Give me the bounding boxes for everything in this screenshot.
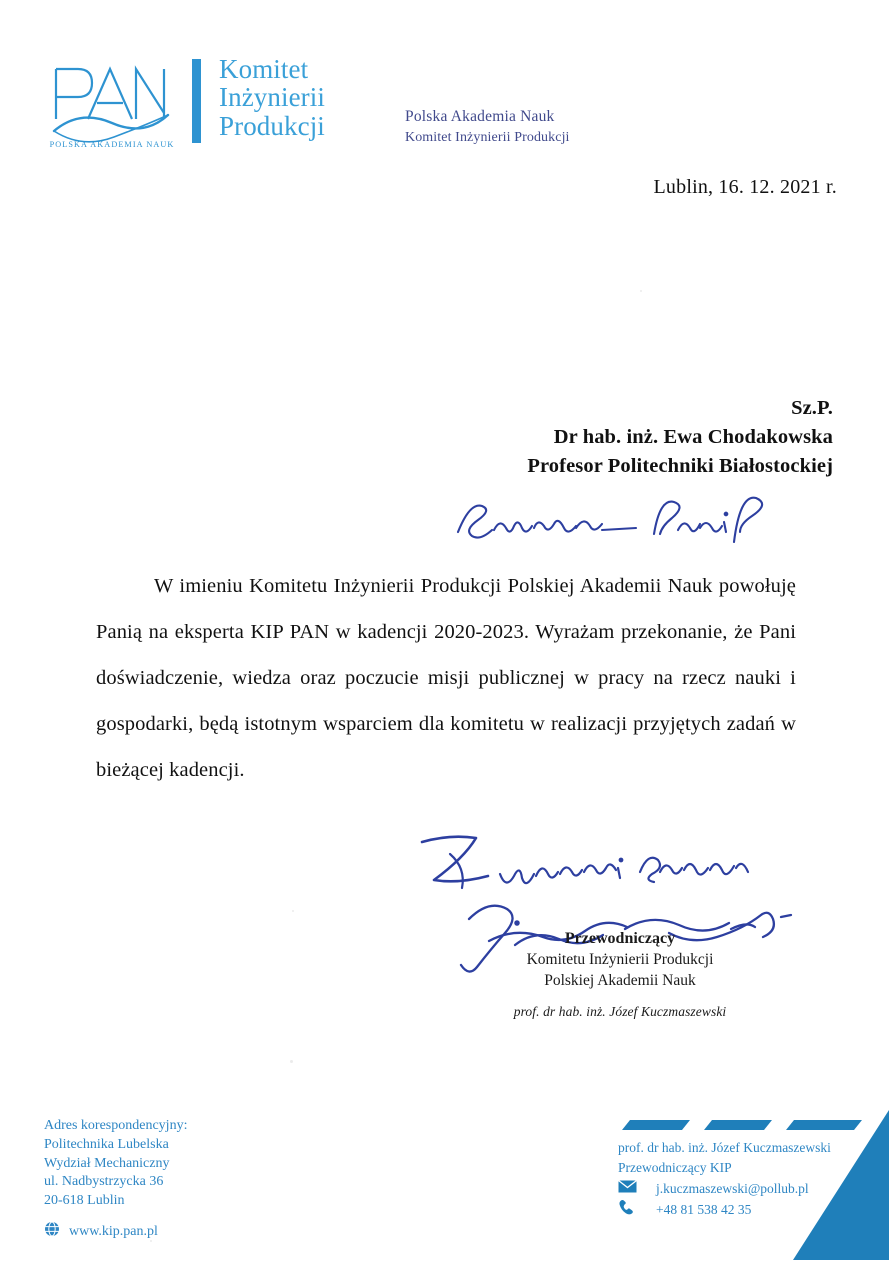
signatory-title: Przewodniczący — [564, 930, 676, 947]
phone-icon — [618, 1199, 640, 1222]
body-line-5: w realizacji przyjętych zadań w bieżącej kadencji. — [96, 713, 796, 781]
globe-icon — [44, 1221, 60, 1243]
footer-phone-text[interactable]: +48 81 538 42 35 — [656, 1202, 752, 1218]
committee-line-2: Inżynierii — [219, 82, 325, 113]
footer-email-row[interactable] — [618, 1179, 831, 1199]
footer-phone-row[interactable] — [618, 1199, 831, 1222]
pan-logo-caption: POLSKA AKADEMIA NAUK — [49, 140, 175, 149]
organization-line-1: Polska Akademia Nauk — [405, 108, 555, 125]
footer-website-row[interactable] — [44, 1221, 187, 1243]
body-line-4: w pracy na rzecz nauki i gospodarki, będą istotnym wsparciem dla komitetu — [96, 667, 796, 735]
footer-address-line-4: 20-618 Lublin — [44, 1192, 125, 1208]
committee-line-1: Komitet — [219, 54, 309, 84]
addressee-block — [527, 394, 833, 481]
committee-name — [219, 55, 325, 140]
signatory-org-1: Komitetu Inżynierii Produkcji — [526, 950, 714, 968]
body-line-1: W imieniu Komitetu Inżynierii Produkcji Polskiej Akademii Nauk — [154, 575, 713, 597]
footer-address-heading: Adres korespondencyjny: — [44, 1118, 188, 1133]
footer-contact — [618, 1138, 831, 1222]
scan-speck — [290, 1060, 293, 1063]
addressee-name: Dr hab. inż. Ewa Chodakowska — [553, 426, 833, 449]
addressee-salutation: Sz.P. — [791, 397, 833, 419]
organization-line-2: Komitet Inżynierii Produkcji — [405, 130, 570, 146]
envelope-icon — [618, 1179, 640, 1199]
footer-address-line-2: Wydział Mechaniczny — [44, 1155, 170, 1171]
scan-speck — [640, 290, 642, 292]
footer-address-line-1: Politechnika Lubelska — [44, 1137, 169, 1153]
scan-speck — [292, 910, 294, 912]
handwritten-closing — [404, 828, 764, 908]
footer-contact-name: prof. dr hab. inż. Józef Kuczmaszewski — [618, 1140, 831, 1155]
footer-contact-role: Przewodniczący KIP — [618, 1160, 732, 1176]
footer-address — [44, 1117, 187, 1244]
signatory-name: prof. dr hab. inż. Józef Kuczmaszewski — [513, 1004, 727, 1020]
letterhead-divider — [192, 59, 201, 143]
letterhead — [48, 55, 325, 149]
body-line-2: powołuję Panią na eksperta KIP PAN w kadencji 2020-2023. Wyrażam — [96, 575, 797, 643]
letter-body — [96, 563, 796, 793]
signatory-org-2: Polskiej Akademii Nauk — [544, 971, 696, 989]
handwritten-salutation — [448, 486, 768, 548]
pan-logo — [48, 55, 176, 149]
footer-email-text[interactable]: j.kuczmaszewski@pollub.pl — [656, 1180, 809, 1196]
committee-line-3: Produkcji — [219, 110, 325, 141]
scan-speck — [150, 1240, 152, 1242]
body-line-3: przekonanie, że Pani doświadczenie, wiedza oraz poczucie misji publicznej — [96, 621, 796, 689]
date-line: Lublin, 16. 12. 2021 r. — [653, 176, 837, 198]
addressee-position: Profesor Politechniki Białostockiej — [527, 455, 833, 478]
footer-website-text[interactable]: www.kip.pan.pl — [69, 1224, 158, 1240]
organization-block — [405, 106, 570, 149]
signature-block — [470, 928, 770, 1022]
footer-dashes-decoration — [618, 1118, 868, 1137]
footer-address-line-3: ul. Nadbystrzycka 36 — [44, 1174, 164, 1190]
